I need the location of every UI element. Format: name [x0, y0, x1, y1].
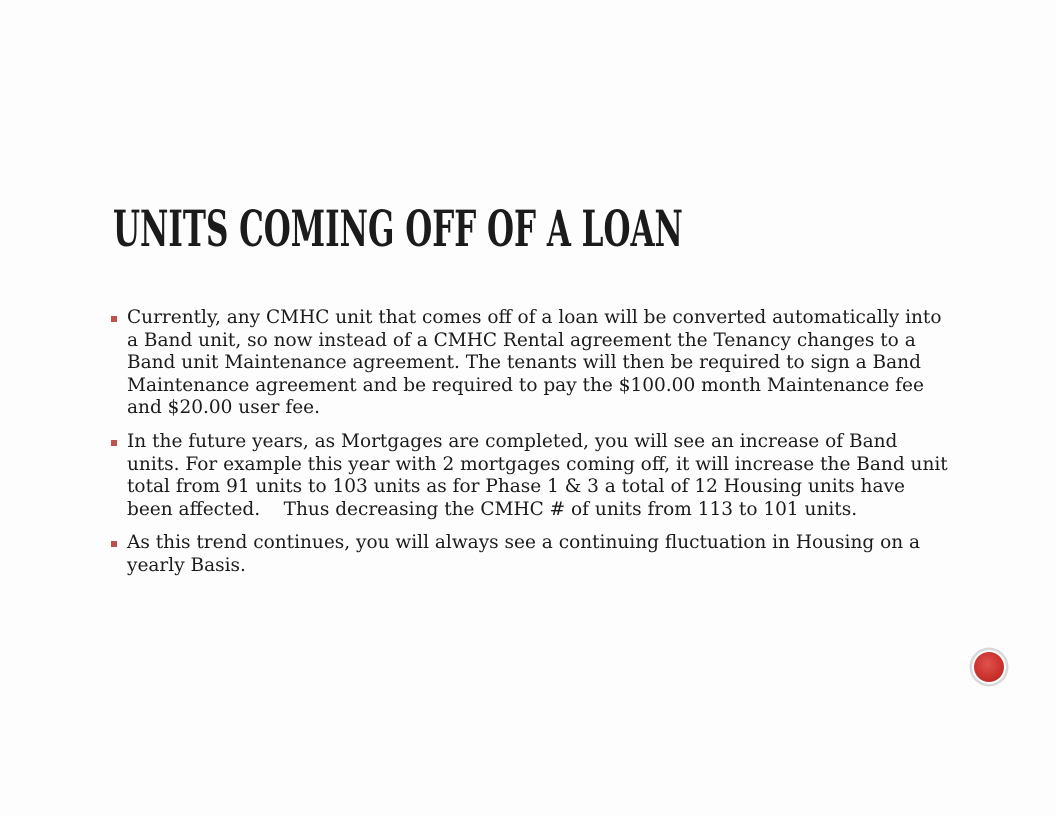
record-button-icon[interactable] [970, 648, 1008, 686]
square-bullet-icon [111, 316, 117, 322]
bullet-text: Currently, any CMHC unit that comes off of a loan will be converted automatically into a Band unit, so now instead of a CMHC Rental agreement the Tenancy changes to a Band unit Maintenance agreement. The tenants will then be required to sign a Band Maintenance agreement and be required to pay the $100.00 month Maintenance fee and $20.00 user fee. [127, 307, 942, 419]
slide-title: UNITS COMING OFF OF A LOAN [113, 199, 683, 258]
bullet-text: As this trend continues, you will always see a continuing fluctuation in Housing on a yearly Basis. [127, 532, 921, 576]
square-bullet-icon [111, 440, 117, 446]
bullet-item [108, 532, 948, 577]
record-button-dot [974, 652, 1004, 682]
bullet-item [108, 430, 954, 521]
square-bullet-icon [111, 541, 117, 547]
bullet-list [108, 307, 954, 589]
bullet-item [108, 307, 948, 420]
bullet-text: In the future years, as Mortgages are completed, you will see an increase of Band units. For example this year with 2 mortgages coming off, it will increase the Band unit total from 91 units to 103 units as for Phase 1 & 3 a total of 12 Housing units have been affected. Thus decreasing the CMHC # of units from 113 to 101 units. [127, 430, 954, 520]
